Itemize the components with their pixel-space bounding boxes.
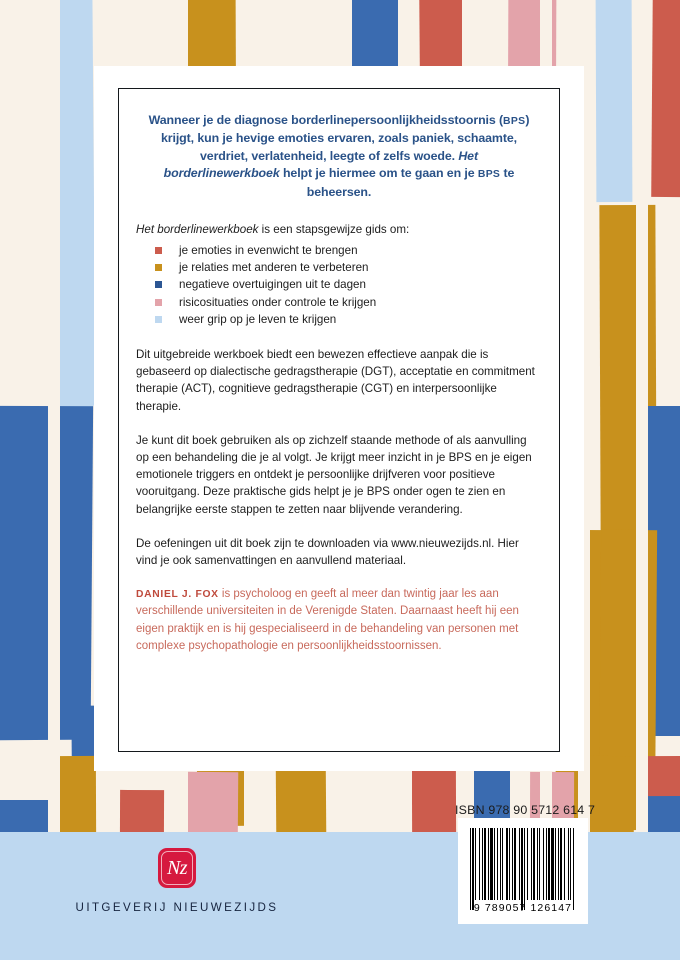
author-bio: [136, 586, 542, 655]
bullet-square-icon: [155, 316, 162, 323]
barcode-bar: [479, 828, 480, 900]
lead-title-italic: Het borderlinewerkboek: [136, 223, 259, 237]
stripe-block: [412, 760, 456, 836]
barcode-bar: [484, 828, 486, 900]
book-title-italic: Het borderlinewerkboek: [163, 148, 478, 181]
stripe-block: [56, 756, 96, 836]
stripe-block: [584, 756, 635, 836]
barcode-bar: [548, 828, 550, 900]
barcode-bar: [521, 828, 523, 910]
barcode-bar: [497, 828, 498, 900]
paragraph-downloads: De oefeningen uit dit boek zijn te downloaden via www.nieuwezijds.nl. Hier vind je ook samenvattingen en aanvullend materiaal.: [136, 536, 519, 568]
intro-text-part1: Wanneer je de diagnose borderlinepersoonlijkheidsstoornis (: [148, 113, 504, 127]
barcode-bar: [472, 828, 474, 910]
barcode-bar: [531, 828, 532, 900]
intro-text-part4: te beheersen.: [306, 166, 515, 199]
lead-rest: is een stapsgewijze gids om:: [258, 223, 410, 237]
barcode-bar: [546, 828, 547, 900]
benefits-list: [136, 242, 542, 328]
bullet-square-icon: [155, 247, 162, 254]
barcode-bar: [514, 828, 516, 900]
stripe-block: [648, 756, 680, 796]
barcode-bar: [500, 828, 501, 900]
barcode-bar: [551, 828, 554, 900]
barcode-bar: [509, 828, 510, 900]
isbn-label: ISBN 978 90 5712 614 7: [455, 803, 596, 817]
barcode-bar: [573, 828, 574, 910]
barcode-bar: [533, 828, 535, 900]
barcode-bar: [488, 828, 489, 900]
intro-text-part2: ) krijgt, kun je hevige emoties ervaren, zoals paniek, schaamte, verdriet, verlatenheid, leegte of zelfs woede.: [160, 113, 530, 163]
barcode-bar: [519, 828, 520, 900]
blurb-content: [136, 112, 542, 732]
list-item-label: je emoties in evenwicht te brengen: [179, 244, 358, 258]
bullet-square-icon: [155, 299, 162, 306]
paragraph-usage: Je kunt dit boek gebruiken als op zichzelf staande methode of als aanvulling op een behandeling die je al volgt. Je krijgt meer inzicht in je BPS en je eigen emotionele triggers en ontdekt je persoonlijke drijfveren voor positieve vooruitgang. Deze praktische gids helpt je je BPS onder ogen te zien en belangrijke eerste stappen te zetten naar blijvende verandering.: [136, 433, 532, 516]
barcode-bar: [524, 828, 525, 910]
list-item-label: negatieve overtuigingen uit te dagen: [179, 278, 366, 292]
acronym-bps-2: BPS: [477, 169, 501, 181]
barcode-bar: [568, 828, 569, 900]
paragraph-approach: Dit uitgebreide werkboek biedt een bewezen effectieve aanpak die is gebaseerd op dialectische gedragstherapie (DGT), acceptatie en commitment therapie (ACT), cognitieve gedragstherapie (CGT) en interpersoonlijke therapie.: [136, 348, 535, 413]
lead-line: [136, 221, 542, 238]
list-item-label: risicosituaties onder controle te krijgen: [179, 295, 377, 309]
barcode-bar: [543, 828, 544, 900]
barcode-bar: [470, 828, 471, 910]
barcode-bar: [482, 828, 483, 900]
intro-text-part3: helpt je hiermee om te gaan en je: [279, 166, 478, 181]
barcode-bar: [558, 828, 559, 900]
stripe-block: [651, 0, 680, 197]
publisher-name: UITGEVERIJ NIEUWEZIJDS: [75, 901, 279, 914]
logo-monogram: Nz: [166, 856, 188, 879]
barcode-bar: [512, 828, 513, 900]
author-bio-text: is psycholoog en geeft al meer dan twintig jaar les aan verschillende universiteiten in de Verenigde Staten. Daarnaast heeft hij een eigen praktijk en is hij gespecialiseerd in de behandeling van personen met complexe psychopathologie en persoonlijkheidsstoornissen.: [136, 588, 519, 652]
bullet-square-icon: [155, 264, 162, 271]
stripe-block: [0, 800, 52, 836]
publisher-logo-icon: [158, 848, 196, 888]
list-item: [155, 294, 542, 311]
barcode-bar: [494, 828, 495, 900]
list-item: [155, 276, 542, 293]
barcode-bar: [539, 828, 540, 900]
list-item-label: weer grip op je leven te krijgen: [179, 312, 337, 326]
intro-paragraph: [136, 112, 542, 201]
barcode-bar: [564, 828, 565, 900]
list-item: [155, 242, 542, 259]
list-item: [155, 311, 542, 328]
barcode-bar: [527, 828, 528, 900]
bullet-square-icon: [155, 281, 162, 288]
stripe-separator: [636, 0, 648, 836]
stripe-block: [596, 0, 633, 202]
stripe-block: [186, 772, 239, 836]
barcode-bar: [506, 828, 508, 900]
publisher-block: [62, 848, 292, 914]
list-item: [155, 259, 542, 276]
barcode-bar: [555, 828, 556, 900]
barcode-bar: [475, 828, 476, 900]
barcode-bars-icon: [470, 828, 576, 900]
list-item-label: je relaties met anderen te verbeteren: [179, 261, 369, 275]
stripe-separator: [48, 0, 60, 836]
barcode-bar: [560, 828, 562, 900]
barcode-bar: [570, 828, 571, 900]
barcode-block: [458, 818, 588, 924]
barcode-bar: [490, 828, 493, 900]
barcode-bar: [537, 828, 538, 900]
author-name: DANIEL J. FOX: [136, 589, 219, 601]
barcode-bar: [502, 828, 503, 900]
stripe-block: [120, 790, 164, 836]
stripe-block: [54, 0, 95, 412]
acronym-bps: BPS: [503, 116, 526, 127]
barcode-digits: 9 789057 126147: [473, 902, 573, 914]
